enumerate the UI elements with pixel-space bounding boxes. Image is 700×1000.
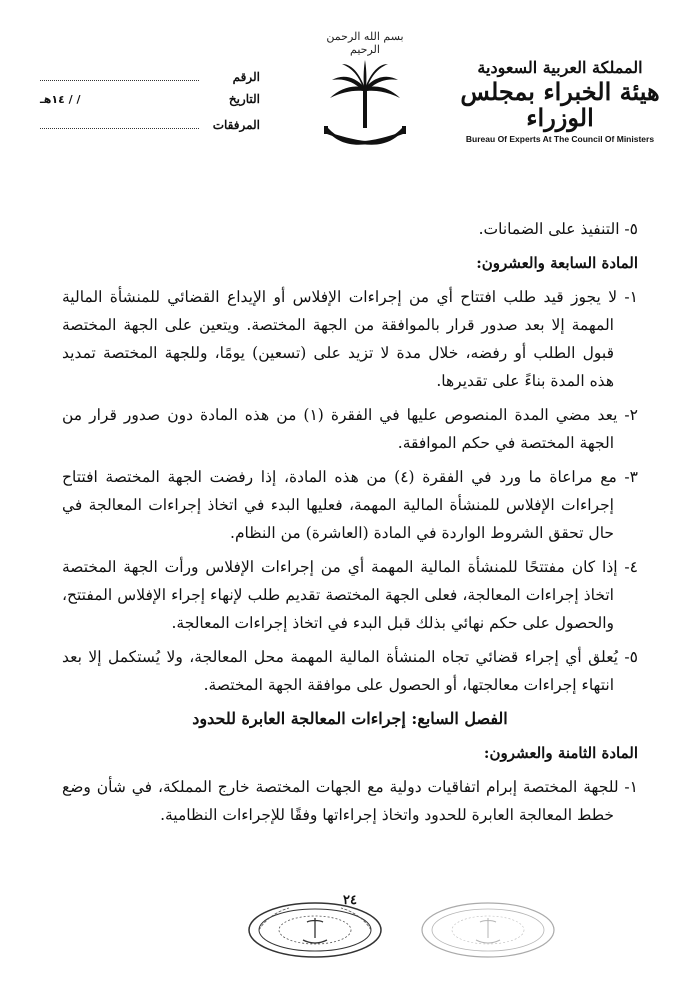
reference-label: الرقم: [232, 70, 260, 84]
letterhead: [30, 30, 670, 160]
attachments-label: المرفقات: [212, 118, 260, 132]
attachments-line: [40, 116, 199, 129]
organization-name-arabic: هيئة الخبراء بمجلس الوزراء: [460, 77, 660, 133]
article-27-item: ٢- يعد مضي المدة المنصوص عليها في الفقرة (١) من هذه المادة دون صدور قرار من الجهة المختصة في حكم الموافقة.: [62, 406, 638, 452]
reference-row: [40, 68, 260, 92]
chapter-7-title: الفصل السابع: إجراءات المعالجة العابرة للحدود: [192, 709, 508, 728]
document-body: [62, 215, 638, 835]
article-28-item: ١- للجهة المختصة إبرام اتفاقيات دولية مع الجهات المختصة خارج المملكة، في شأن وضع خطط المعالجة العابرة للحدود واتخاذ إجراءاتها وفقًا للإجراءات النظامية.: [62, 778, 638, 824]
article-27-heading: المادة السابعة والعشرون:: [476, 254, 638, 272]
date-row: [40, 92, 260, 116]
attachments-row: [40, 116, 260, 140]
organization-block: [450, 58, 670, 144]
kingdom-name: المملكة العربية السعودية: [477, 58, 643, 77]
previous-item: ٥- التنفيذ على الضمانات.: [478, 220, 638, 238]
article-27-item: ٣- مع مراعاة ما ورد في الفقرة (٤) من هذه المادة، إذا رفضت الجهة المختصة افتتاح إجراءات الإفلاس للمنشأة المالية المهمة، فعليها البدء في اتخاذ إجراءات المعالجة في حال تحقق الشروط الواردة في المادة (العاشرة) من النظام.: [62, 468, 638, 542]
basmala: بسم الله الرحمن الرحيم: [326, 30, 404, 56]
page-number: ٢٤: [343, 893, 357, 908]
reference-block: [40, 68, 260, 140]
date-label: التاريخ: [228, 92, 260, 106]
date-value: / / ١٤هـ: [40, 93, 81, 106]
official-seal-right-icon: [418, 900, 558, 960]
national-emblem: [310, 30, 420, 157]
reference-line: [40, 68, 199, 81]
official-seal-left-icon: [245, 900, 385, 960]
palm-and-swords-icon: [320, 58, 410, 153]
article-27-item: ١- لا يجوز قيد طلب افتتاح أي من إجراءات الإفلاس أو الإيداع القضائي للمنشأة المالية المهمة إلا بعد صدور قرار بالموافقة من الجهة المختصة. ويتعين على الجهة المختصة قبول الطلب أو رفضه، خلال مدة لا تزيد على (تسعين) يومًا، وللجهة المختصة تمديد هذه المدة بناءً على تقديرها.: [62, 288, 638, 390]
organization-name-english: Bureau Of Experts At The Council Of Ministers: [465, 133, 655, 144]
article-27-item: ٤- إذا كان مفتتحًا للمنشأة المالية المهمة أي من إجراءات الإفلاس ورأت الجهة المختصة اتخاذ إجراءات المعالجة، فعلى الجهة المختصة تقديم طلب لإنهاء إجراء الإفلاس المفتتح، والحصول على حكم نهائي بذلك قبل البدء في اتخاذ إجراءات المعالجة.: [62, 558, 638, 632]
article-28-heading: المادة الثامنة والعشرون:: [483, 744, 638, 762]
article-27-item: ٥- يُعلق أي إجراء قضائي تجاه المنشأة المالية المهمة محل المعالجة، ولا يُستكمل إلا بعد انتهاء إجراءات معالجتها، أو الحصول على موافقة الجهة المختصة.: [62, 648, 638, 694]
